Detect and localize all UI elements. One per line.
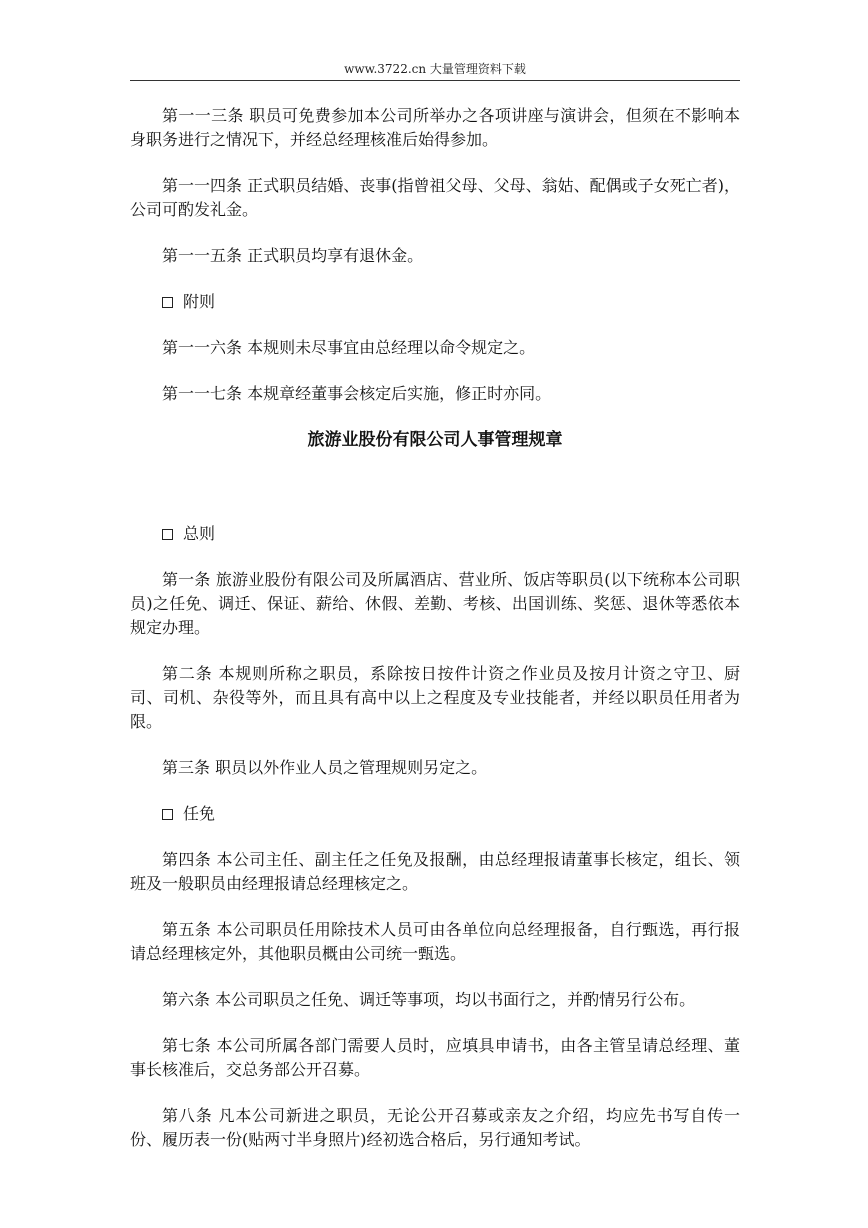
- section-heading-appointment: [130, 802, 740, 826]
- article-3: 第三条 职员以外作业人员之管理规则另定之。: [162, 758, 488, 777]
- section-heading-label: 总则: [183, 524, 216, 543]
- section-heading-label: 附则: [183, 292, 216, 311]
- article-2: 第二条 本规则所称之职员，系除按日按件计资之作业员及按月计资之守卫、厨司、司机、杂役等外，而且具有高中以上之程度及专业技能者，并经以职员任用者为限。: [130, 664, 740, 731]
- article-5: 第五条 本公司职员任用除技术人员可由各单位向总经理报备，自行甄选，再行报请总经理核定外，其他职员概由公司统一甄选。: [130, 920, 740, 963]
- article-114: 第一一四条 正式职员结婚、丧事(指曾祖父母、父母、翁姑、配偶或子女死亡者)，公司可酌发礼金。: [130, 176, 740, 219]
- article-7: 第七条 本公司所属各部门需要人员时，应填具申请书，由各主管呈请总经理、董事长核准后，交总务部公开召募。: [130, 1036, 740, 1079]
- checkbox-square-icon: [162, 809, 173, 820]
- article-1: 第一条 旅游业股份有限公司及所属酒店、营业所、饭店等职员(以下统称本公司职员)之任免、调迁、保证、薪给、休假、差勤、考核、出国训练、奖惩、退休等悉依本规定办理。: [130, 570, 740, 637]
- article-8: 第八条 凡本公司新进之职员，无论公开召募或亲友之介绍，均应先书写自传一份、履历表一份(贴两寸半身照片)经初选合格后，另行通知考试。: [130, 1106, 740, 1149]
- section-heading-appendix: [130, 290, 740, 314]
- section-heading-label: 任免: [183, 804, 216, 823]
- page-header: www.3722.cn 大量管理资料下载: [344, 62, 526, 76]
- document-body: [130, 104, 740, 1174]
- checkbox-square-icon: [162, 297, 173, 308]
- article-6: 第六条 本公司职员之任免、调迁等事项，均以书面行之，并酌情另行公布。: [162, 990, 696, 1009]
- article-116: 第一一六条 本规则未尽事宜由总经理以命令规定之。: [162, 338, 536, 357]
- checkbox-square-icon: [162, 529, 173, 540]
- document-title: 旅游业股份有限公司人事管理规章: [307, 430, 563, 450]
- article-4: 第四条 本公司主任、副主任之任免及报酬，由总经理报请董事长核定，组长、领班及一般职员由经理报请总经理核定之。: [130, 850, 740, 893]
- header-rule: [130, 80, 740, 81]
- article-115: 第一一五条 正式职员均享有退休金。: [162, 246, 424, 265]
- article-117: 第一一七条 本规章经董事会核定后实施，修正时亦同。: [162, 384, 552, 403]
- section-heading-general: [130, 522, 740, 546]
- article-113: 第一一三条 职员可免费参加本公司所举办之各项讲座与演讲会，但须在不影响本身职务进行之情况下，并经总经理核准后始得参加。: [130, 106, 740, 149]
